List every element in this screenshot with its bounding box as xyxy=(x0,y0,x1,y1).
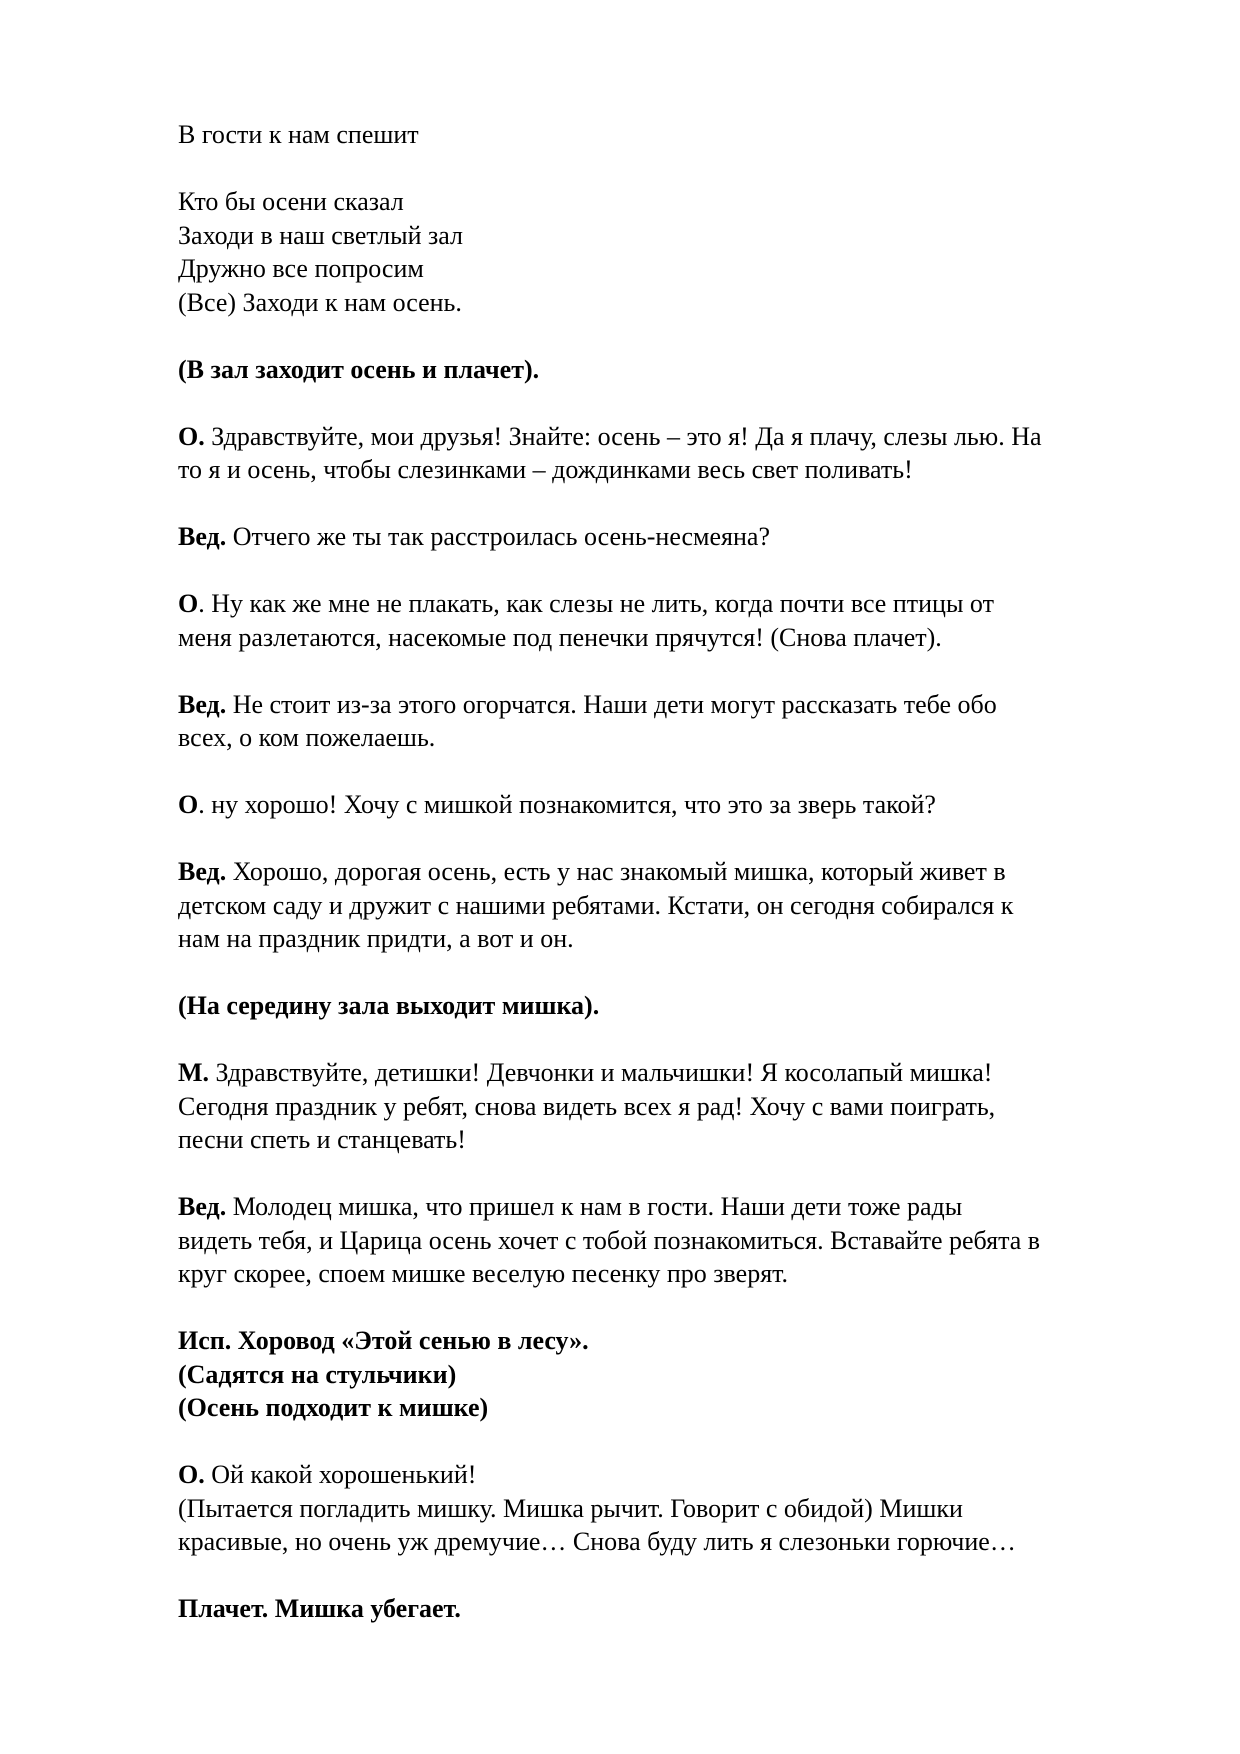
dialogue-host xyxy=(178,520,1168,554)
speaker-label: О. xyxy=(178,1460,205,1489)
dialogue-text: нам на праздник придти, а вот и он. xyxy=(178,924,574,953)
speaker-label: Вед. xyxy=(178,857,227,886)
dialogue-text: то я и осень, чтобы слезинками – дождинками весь свет поливать! xyxy=(178,455,913,484)
speaker-label: М. xyxy=(178,1058,210,1087)
dialogue-text: Хорошо, дорогая осень, есть у нас знакомый мишка, который живет в xyxy=(226,857,1006,886)
dialogue-text: . ну хорошо! Хочу с мишкой познакомится, что это за зверь такой? xyxy=(198,790,936,819)
dialogue-text: Отчего же ты так расстроилась осень-несмеяна? xyxy=(226,522,771,551)
intro-line xyxy=(178,118,1168,152)
stage-direction xyxy=(178,1592,1168,1626)
speaker-label: Вед. xyxy=(178,689,227,719)
dialogue-text: Здравствуйте, мои друзья! Знайте: осень – это я! Да я плачу, слезы лью. На xyxy=(204,421,1042,451)
dialogue-bear xyxy=(178,1056,1168,1157)
stage-direction xyxy=(178,989,1168,1023)
speaker-label: О xyxy=(178,790,199,819)
dialogue-text: . Ну как же мне не плакать, как слезы не лить, когда почти все птицы от xyxy=(198,589,994,618)
verse-line: (Все) Заходи к нам осень. xyxy=(178,287,462,317)
verse-line: Заходи в наш светлый зал xyxy=(178,220,464,250)
speaker-label: Вед. xyxy=(178,522,227,551)
dialogue-text: (Пытается погладить мишку. Мишка рычит. Говорит с обидой) Мишки xyxy=(178,1493,963,1523)
dialogue-text: меня разлетаются, насекомые под пенечки прячутся! (Снова плачет). xyxy=(178,622,942,652)
dialogue-text: Не стоит из-за этого огорчатся. Наши дети могут рассказать тебе обо xyxy=(226,689,997,719)
dialogue-autumn xyxy=(178,587,1168,654)
dialogue-text: детском саду и дружит с нашими ребятами. Кстати, он сегодня собирался к xyxy=(178,890,1014,920)
dialogue-text: всех, о ком пожелаешь. xyxy=(178,723,436,752)
dialogue-autumn xyxy=(178,1458,1168,1559)
stage-direction-text: (На середину зала выходит мишка). xyxy=(178,991,600,1020)
dialogue-autumn xyxy=(178,788,1168,822)
verse-line: Кто бы осени сказал xyxy=(178,187,404,216)
stage-direction-text: Плачет. Мишка убегает. xyxy=(178,1594,461,1623)
dialogue-text: песни спеть и станцевать! xyxy=(178,1125,466,1154)
dialogue-autumn xyxy=(178,420,1168,487)
stage-direction-text: (Садятся на стульчики) xyxy=(178,1359,457,1389)
stage-direction-text: Исп. Хоровод «Этой сенью в лесу». xyxy=(178,1326,589,1355)
speaker-label: О xyxy=(178,589,199,618)
speaker-label: О. xyxy=(178,421,205,451)
stage-direction-block xyxy=(178,1324,1168,1425)
speaker-label: Вед. xyxy=(178,1192,227,1221)
verse-line: Дружно все попросим xyxy=(178,254,424,283)
dialogue-text: Сегодня праздник у ребят, снова видеть всех я рад! Хочу с вами поиграть, xyxy=(178,1091,996,1121)
stage-direction-text: (Осень подходит к мишке) xyxy=(178,1393,489,1422)
dialogue-text: круг скорее, споем мишке веселую песенку про зверят. xyxy=(178,1259,789,1288)
dialogue-text: Здравствуйте, детишки! Девчонки и мальчишки! Я косолапый мишка! xyxy=(209,1058,993,1087)
dialogue-text: красивые, но очень уж дремучие… Снова буду лить я слезоньки горючие… xyxy=(178,1527,1016,1556)
dialogue-host xyxy=(178,1190,1168,1291)
dialogue-text: Ой какой хорошенький! xyxy=(204,1460,477,1489)
verse-block xyxy=(178,185,1168,319)
dialogue-host xyxy=(178,688,1168,755)
stage-direction-text: (В зал заходит осень и плачет). xyxy=(178,354,540,384)
stage-direction xyxy=(178,353,1168,387)
script-body xyxy=(178,118,1168,1659)
dialogue-text: видеть тебя, и Царица осень хочет с тобой познакомиться. Вставайте ребята в xyxy=(178,1225,1041,1255)
text-line: В гости к нам спешит xyxy=(178,120,419,149)
dialogue-host xyxy=(178,855,1168,956)
dialogue-text: Молодец мишка, что пришел к нам в гости. Наши дети тоже рады xyxy=(226,1192,963,1221)
